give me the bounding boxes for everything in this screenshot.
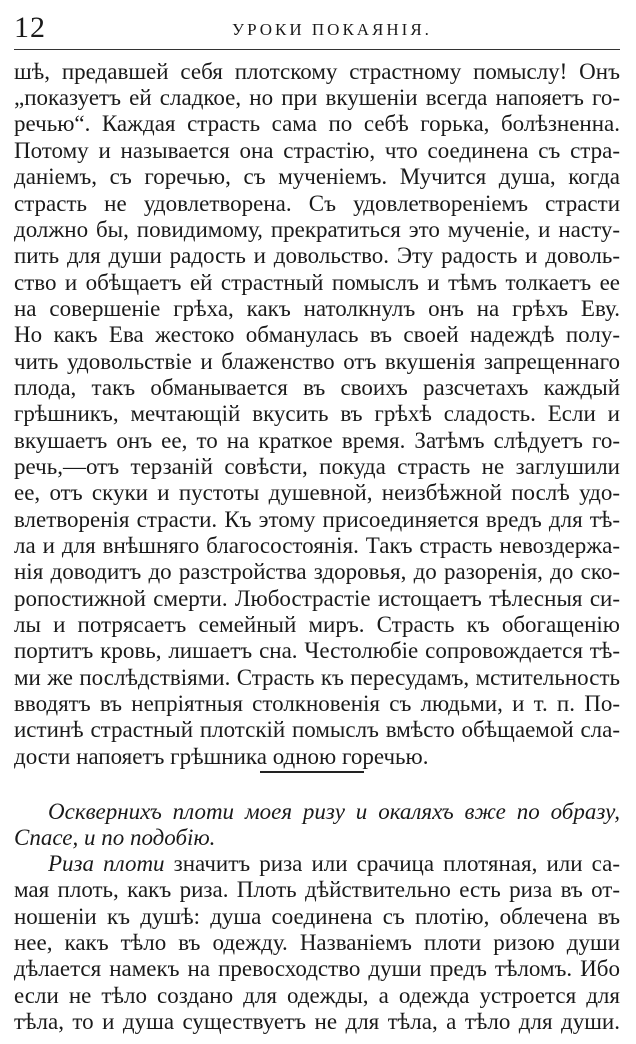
text-line: речью“. Каждая страсть сама по себѣ горька, болѣзненна.: [14, 111, 620, 136]
page-number: 12: [14, 11, 46, 44]
text-line: ее, отъ скуки и пустоты душевной, неизбѣжной послѣ удо-: [14, 480, 620, 505]
section-separator: [260, 771, 364, 773]
text-line: шѣ, предавшей себя плотскому страстному помыслу! Онъ: [14, 59, 620, 84]
text-line: на совершеніе грѣха, какъ натолкнулъ онъ на грѣхъ Еву.: [14, 296, 620, 321]
text-line: ми же послѣдствіями. Страсть къ пересудамъ, мстительность: [14, 665, 620, 690]
text-line: дости напояетъ грѣшника одною горечью.: [14, 744, 429, 769]
text-line: ство и обѣщаетъ ей страстный помыслъ и тѣмъ толкаетъ ее: [14, 270, 620, 295]
text-line: мая плоть, какъ риза. Плоть дѣйствительно есть риза въ от-: [14, 877, 620, 902]
text-line: даніемъ, съ горечью, съ мученіемъ. Мучится душа, когда: [14, 164, 620, 189]
text-line: страсть не удовлетворена. Съ удовлетвореніемъ страсти: [14, 191, 620, 216]
text-line: влетворенія страсти. Къ этому присоединяется вредъ для тѣ-: [14, 507, 620, 532]
text-line: чить удовольствіе и блаженство отъ вкушенія запрещеннаго: [14, 349, 620, 374]
text-line: вводятъ въ непріятныя столкновенія съ людьми, и т. п. По-: [14, 691, 620, 716]
text-line: нія доводитъ до разстройства здоровья, до разоренія, до ско-: [14, 559, 620, 584]
text-line: должно бы, повидимому, прекратиться это мученіе, и насту-: [14, 217, 620, 242]
text-line: лы и потрясаетъ семейный миръ. Страсть къ обогащенію: [14, 612, 620, 637]
text-line: плода, такъ обманывается въ своихъ разсчетахъ каждый: [14, 375, 620, 400]
text-line: ла и для внѣшняго благосостоянія. Такъ страсть невоздержа-: [14, 533, 620, 558]
header-rule: [14, 49, 620, 50]
text-line: пить для души радость и довольство. Эту радость и доволь-: [14, 243, 620, 268]
text-line: „показуетъ ей сладкое, но при вкушеніи всегда напояетъ го-: [14, 85, 620, 110]
text-line: Но какъ Ева жестоко обманулась въ своей надеждѣ полу-: [14, 322, 620, 347]
italic-term: Риза плоти: [48, 851, 165, 876]
text-line: тѣла, то и душа существуетъ не для тѣла, а тѣло для души.: [14, 1009, 620, 1034]
running-title: УРОКИ ПОКАЯНІЯ.: [232, 20, 432, 39]
text-line: если не тѣло создано для одежды, а одежда устроется для: [14, 983, 620, 1008]
text-span: значитъ риза или срачица плотяная, или са-: [164, 851, 620, 876]
text-line: ношеніи къ душѣ: душа соединена съ плотію, облечена въ: [14, 904, 620, 929]
text-line: нее, какъ тѣло въ одежду. Названіемъ плоти ризою души: [14, 930, 620, 955]
quote-line: Осквернихъ плоти моея ризу и окаляхъ вже по образу,: [48, 799, 620, 824]
text-line: Потому и называется она страстію, что соединена съ стра-: [14, 138, 620, 163]
page-header: [14, 10, 620, 46]
text-line: речь,—отъ терзаній совѣсти, покуда страсть не заглушили: [14, 454, 620, 479]
text-line: [48, 850, 620, 878]
text-line: грѣшникъ, мечтающій вкусить въ грѣхѣ сладость. Если и: [14, 401, 620, 426]
text-line: ропостижной смерти. Любострастіе истощаетъ тѣлесныя си-: [14, 586, 620, 611]
text-line: вкушаетъ онъ ее, то на краткое время. Затѣмъ слѣдуетъ го-: [14, 428, 620, 453]
text-line: дѣлается намекъ на превосходство души предъ тѣломъ. Ибо: [14, 956, 620, 981]
quote-line: Спасе, и по подобію.: [14, 825, 216, 850]
text-line: истинѣ страстный плотскій помыслъ вмѣсто обѣщаемой сла-: [14, 717, 620, 742]
text-line: портитъ кровь, лишаетъ сна. Честолюбіе сопровождается тѣ-: [14, 638, 620, 663]
